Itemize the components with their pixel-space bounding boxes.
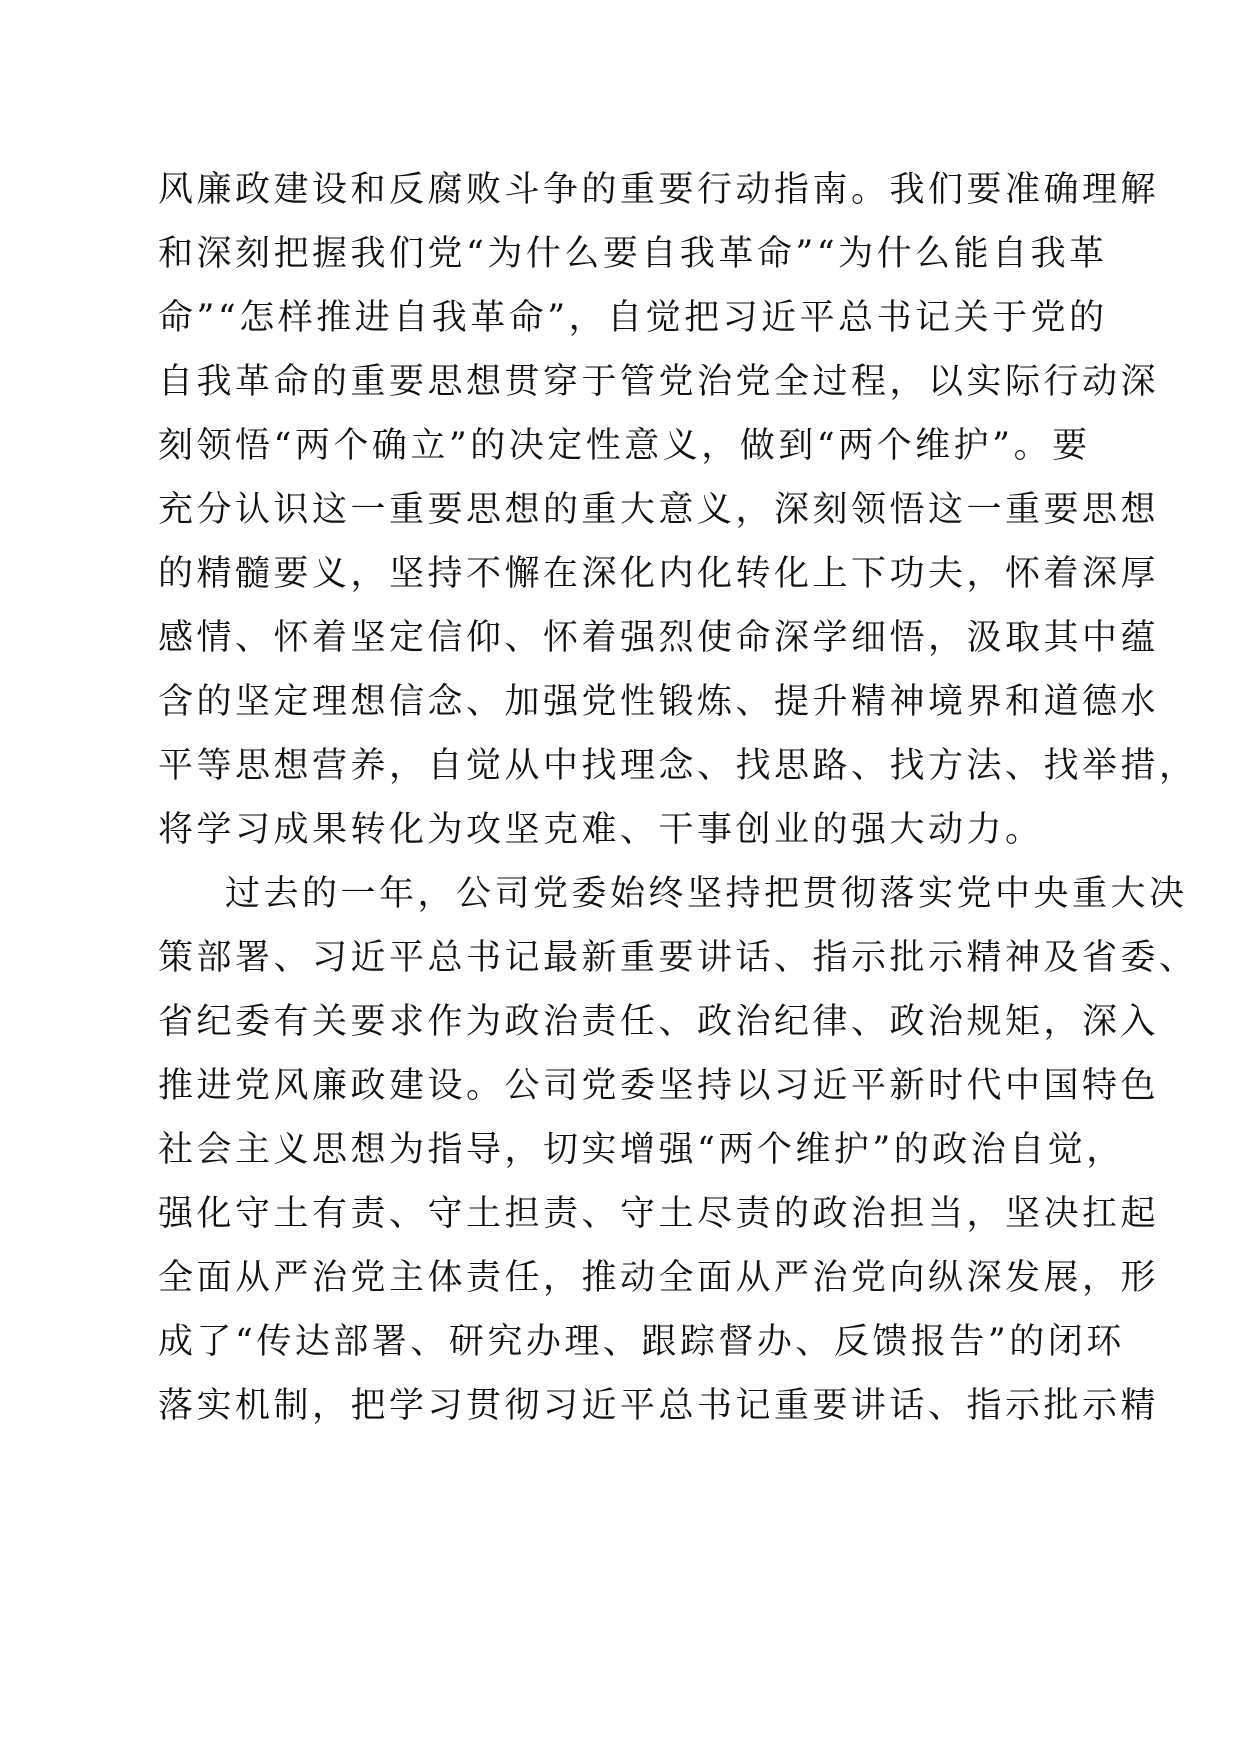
text-line: 策部署、习近平总书记最新重要讲话、指示批示精神及省委、 (158, 938, 1198, 978)
text-line: 充分认识这一重要思想的重大意义，深刻领悟这一重要思想 (158, 490, 1160, 530)
text-line: 含的坚定理想信念、加强党性锻炼、提升精神境界和道德水 (158, 682, 1160, 722)
text-line: 将学习成果转化为攻坚克难、干事创业的强大动力。 (158, 810, 1044, 850)
text-line: 风廉政建设和反腐败斗争的重要行动指南。我们要准确理解 (158, 170, 1160, 210)
text-line: 平等思想营养，自觉从中找理念、找思路、找方法、找举措， (158, 746, 1198, 786)
text-line: 自我革命的重要思想贯穿于管党治党全过程，以实际行动深 (158, 362, 1160, 402)
text-line: 推进党风廉政建设。公司党委坚持以习近平新时代中国特色 (158, 1066, 1160, 1106)
text-line: 成了“传达部署、研究办理、跟踪督办、反馈报告”的闭环 (158, 1322, 1125, 1362)
text-line: 省纪委有关要求作为政治责任、政治纪律、政治规矩，深入 (158, 1002, 1160, 1042)
text-line: 和深刻把握我们党“为什么要自我革命”“为什么能自我革 (158, 234, 1108, 274)
text-line: 的精髓要义，坚持不懈在深化内化转化上下功夫，怀着深厚 (158, 554, 1160, 594)
text-line: 刻领悟“两个确立”的决定性意义，做到“两个维护”。要 (158, 426, 1091, 466)
paragraph-first-line: 过去的一年，公司党委始终坚持把贯彻落实党中央重大决 (225, 874, 1188, 914)
text-line: 强化守土有责、守土担责、守土尽责的政治担当，坚决扛起 (158, 1194, 1160, 1234)
text-line: 全面从严治党主体责任，推动全面从严治党向纵深发展，形 (158, 1258, 1160, 1298)
text-line: 感情、怀着坚定信仰、怀着强烈使命深学细悟，汲取其中蕴 (158, 618, 1160, 658)
text-line: 命”“怎样推进自我革命”，自觉把习近平总书记关于党的 (158, 298, 1108, 338)
text-line: 落实机制，把学习贯彻习近平总书记重要讲话、指示批示精 (158, 1386, 1160, 1426)
text-line: 社会主义思想为指导，切实增强“两个维护”的政治自觉， (158, 1130, 1125, 1170)
